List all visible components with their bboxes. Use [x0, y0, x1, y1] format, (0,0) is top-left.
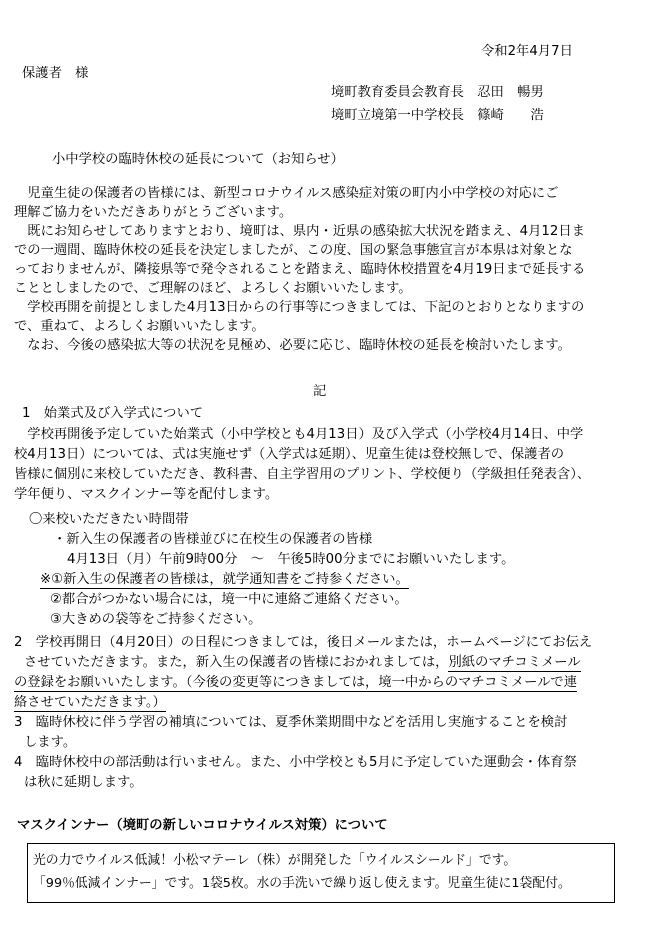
item2-line: [14, 675, 577, 691]
item3-line: します。: [24, 735, 77, 750]
item2-line: [14, 695, 166, 711]
mail-registration-link-text: 別紙のマチコミメール: [448, 655, 581, 670]
document-date: 令和2年4月7日: [481, 44, 573, 59]
intro-line: 理解ご協力をいただきありがとうございます。: [14, 205, 293, 220]
item1-line: 学校再開後予定していた始業式（小中学校とも4月13日）及び入学式（小学校4月14日、中学: [14, 427, 584, 442]
item4-line: 4 臨時休校中の部活動は行いません。また、小中学校とも5月に予定していた運動会・体育祭: [14, 755, 577, 770]
visit-target: ・新入生の保護者の皆様並びに在校生の保護者の皆様: [53, 532, 373, 547]
item1-heading: 1 始業式及び入学式について: [22, 406, 204, 421]
item2-line3-text: の登録をお願いいたします。（今後の変更等につきましては，境一中からのマチコミメールで連: [14, 675, 577, 690]
intro-line: っておりませんが、隣接県等で発令されることを踏まえ、臨時休校措置を4月19日まで延長する: [14, 262, 586, 277]
mask-inner-notice-box: [27, 843, 615, 903]
visit-time: 4月13日（月）午前9時00分 ～ 午後5時00分までにお願いいたします。: [67, 552, 515, 567]
intro-line: なお、今後の感染拡大等の状況を見極め、必要に応じ、臨時休校の延長を検討いたします。: [14, 338, 571, 353]
item1-line: 校4月13日）については、式は実施せず（入学式は延期）、児童生徒は登校無しで、保護者の: [14, 447, 565, 462]
visit-time-heading: 〇来校いただきたい時間帯: [29, 512, 189, 527]
document-title: 小中学校の臨時休校の延長について（お知らせ）: [52, 152, 344, 167]
note-3: ③大きめの袋等をご持参ください。: [50, 612, 262, 627]
intro-line: での一週間、臨時休校の延長を決定しましたが、この度、国の緊急事態宣言が本県は対象とな: [14, 243, 573, 258]
item2-line: 2 学校再開日（4月20日）の日程につきましては，後日メールまたは，ホームページにてお伝え: [14, 635, 593, 650]
item1-line: 学年便り、マスクインナー等を配付します。: [14, 487, 279, 502]
sender-principal: 境町立境第一中学校長 篠崎 浩: [331, 108, 544, 123]
sender-superintendent: 境町教育委員会教育長 忍田 暢男: [331, 85, 544, 100]
ki-heading: 記: [313, 384, 327, 399]
mask-notice-line: 「99％低減インナー」です。1袋5枚。水の手洗いで繰り返し使えます。児童生徒に1袋配付。: [33, 876, 571, 891]
note-1-text: ※①新入生の保護者の皆様は，就学通知書をご持参ください。: [40, 572, 409, 587]
intro-line: 既にお知らせしてありますとおり、境町は、県内・近県の感染拡大状況を踏まえ、4月12日ま: [14, 224, 585, 239]
intro-line: で、重ねて、よろしくお願いいたします。: [14, 319, 265, 334]
mask-notice-line: 光の力でウイルス低減！小松マテーレ（株）が開発した「ウイルスシールド」です。: [33, 853, 517, 868]
item3-line: 3 臨時休校に伴う学習の補填については、夏季休業期間中などを活用し実施することを検討: [14, 715, 568, 730]
item2-line4-text: 絡させていただきます。）: [14, 695, 166, 710]
note-2: ②都合がつかない場合には，境一中に連絡ご連絡ください。: [50, 592, 408, 607]
item2-line: [24, 655, 581, 671]
item4-line: は秋に延期します。: [24, 775, 143, 790]
intro-line: 児童生徒の保護者の皆様には、新型コロナウイルス感染症対策の町内小中学校の対応にご: [14, 186, 559, 201]
item2-line2-text: させていただきます。また，新入生の保護者の皆様におかれましては，: [24, 655, 449, 670]
note-1: [40, 572, 409, 588]
mask-inner-heading: マスクインナー（境町の新しいコロナウイルス対策）について: [17, 818, 388, 833]
intro-line: こととしましたので、ご理解のほど、よろしくお願いいたします。: [14, 281, 412, 296]
item1-line: 皆様に個別に来校していただき、教科書、自主学習用のプリント、学校便り（学級担任発表含）、: [14, 467, 591, 482]
recipient: 保護者 様: [22, 66, 89, 81]
intro-line: 学校再開を前提としました4月13日からの行事等につきましては、下記のとおりとなりますの: [14, 300, 585, 315]
